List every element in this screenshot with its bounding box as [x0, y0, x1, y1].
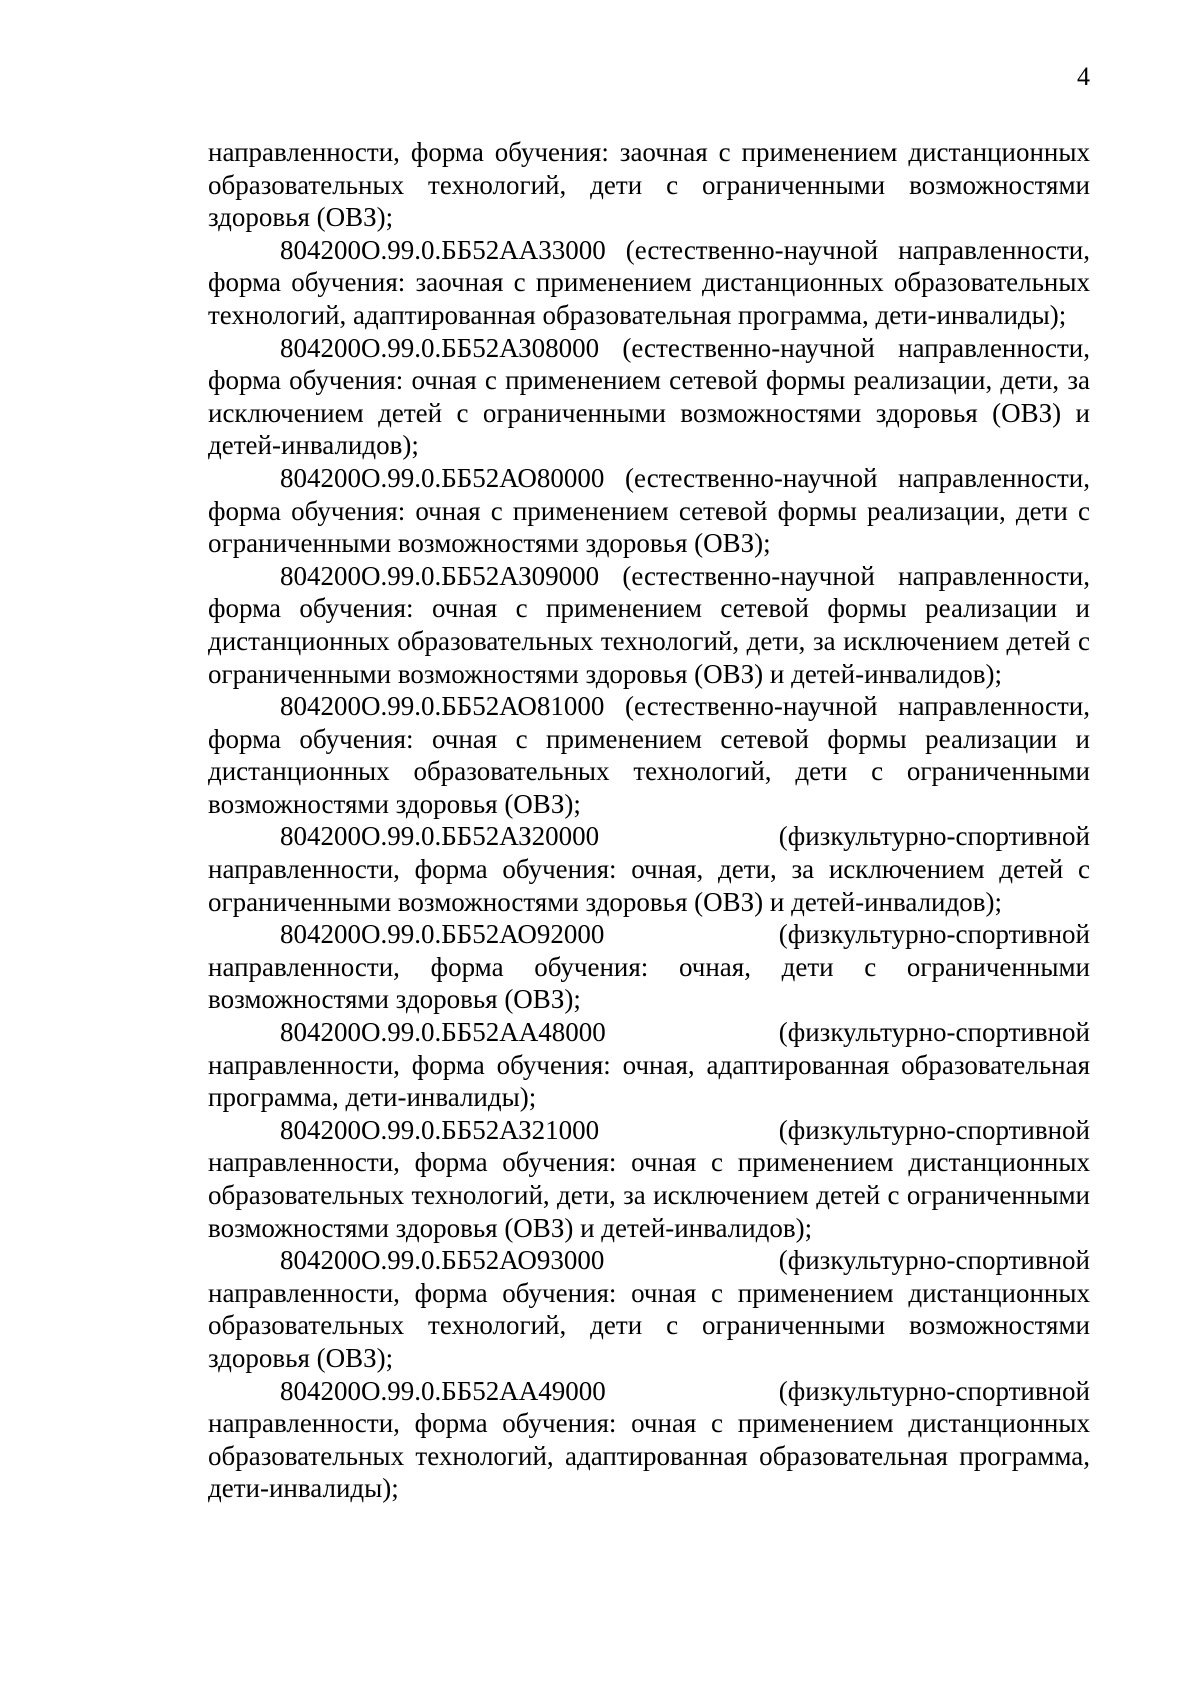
paragraph-service-code: 804200О.99.0.ББ52АА49000 (физкультурно-спортивной направленности, форма обучения: очная с применением дистанционных образовательных технологий, адаптированная образовательная программа, дети-инвалиды); [208, 1375, 1090, 1504]
paragraph-service-code: 804200О.99.0.ББ52АО80000 (естественно-научной направленности, форма обучения: очная с применением сетевой формы реализации, дети с ограниченными возможностями здоровья (ОВЗ); [208, 462, 1090, 559]
document-body [208, 136, 1090, 1505]
paragraph-continuation: направленности, форма обучения: заочная с применением дистанционных образовательных технологий, дети с ограниченными возможностями здоровья (ОВЗ); [208, 137, 1090, 233]
page-number: 4 [1077, 62, 1090, 91]
paragraph-service-code: 804200О.99.0.ББ52АО93000 (физкультурно-спортивной направленности, форма обучения: очная с применением дистанционных образовательных технологий, дети с ограниченными возможностями здоровья (ОВЗ); [208, 1245, 1090, 1373]
paragraph-service-code: 804200О.99.0.ББ52АА48000 (физкультурно-спортивной направленности, форма обучения: очная, адаптированная образовательная программа, дети-инвалиды); [208, 1017, 1090, 1113]
paragraph-service-code: 804200О.99.0.ББ52АЗ08000 (естественно-научной направленности, форма обучения: очная с применением сетевой формы реализации, дети, за исключением детей с ограниченными возможностями здоровья (ОВЗ) и детей-инвалидов); [208, 332, 1090, 461]
paragraph-service-code: 804200О.99.0.ББ52АА33000 (естественно-научной направленности, форма обучения: заочная с применением дистанционных образовательных технологий, адаптированная образовательная программа, дети-инвалиды); [208, 234, 1090, 330]
paragraph-service-code: 804200О.99.0.ББ52АЗ21000 (физкультурно-спортивной направленности, форма обучения: очная с применением дистанционных образовательных технологий, дети, за исключением детей с ограниченными возможностями здоровья (ОВЗ) и детей-инвалидов); [208, 1114, 1090, 1243]
paragraph-service-code: 804200О.99.0.ББ52АО81000 (естественно-научной направленности, форма обучения: очная с применением сетевой формы реализации и дистанционных образовательных технологий, дети с ограниченными возможностями здоровья (ОВЗ); [208, 691, 1090, 819]
paragraph-service-code: 804200О.99.0.ББ52АО92000 (физкультурно-спортивной направленности, форма обучения: очная, дети с ограниченными возможностями здоровья (ОВЗ); [208, 919, 1090, 1015]
paragraph-service-code: 804200О.99.0.ББ52АЗ20000 (физкультурно-спортивной направленности, форма обучения: очная, дети, за исключением детей с ограниченными возможностями здоровья (ОВЗ) и детей-инвалидов); [208, 821, 1090, 917]
paragraph-service-code: 804200О.99.0.ББ52АЗ09000 (естественно-научной направленности, форма обучения: очная с применением сетевой формы реализации и дистанционных образовательных технологий, дети, за исключением детей с ограниченными возможностями здоровья (ОВЗ) и детей-инвалидов); [208, 560, 1090, 689]
